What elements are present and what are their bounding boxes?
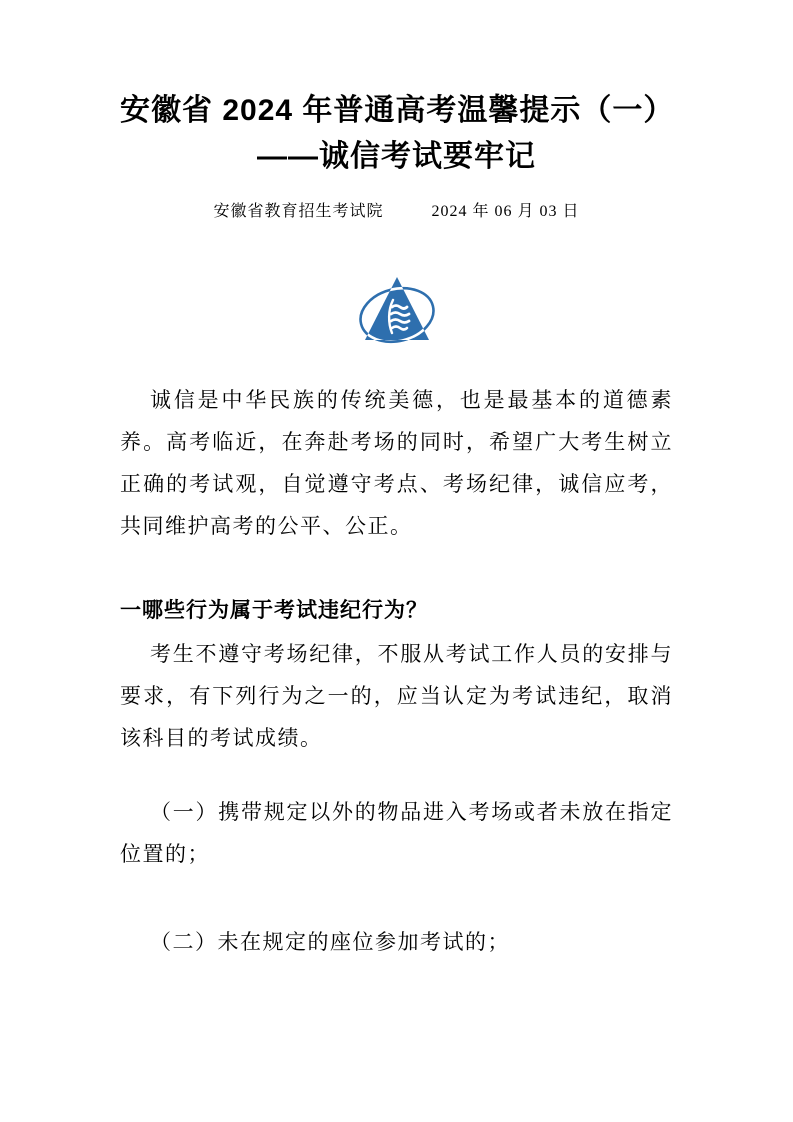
intro-paragraph: 诚信是中华民族的传统美德，也是最基本的道德素养。高考临近，在奔赴考场的同时，希望广大考生树立正确的考试观，自觉遵守考点、考场纪律，诚信应考，共同维护高考的公平、公正。 <box>120 388 673 538</box>
section-heading: 一哪些行为属于考试违纪行为？ <box>120 598 428 622</box>
violation-item-2: （二）未在规定的座位参加考试的； <box>150 930 510 954</box>
violation-item-1: （一）携带规定以外的物品进入考场或者未放在指定位置的； <box>120 800 673 866</box>
agency-logo-icon <box>355 268 439 352</box>
byline-organization: 安徽省教育招生考试院 <box>213 203 384 220</box>
title-line-2: ——诚信考试要牢记 <box>257 140 536 173</box>
byline-date: 2024 年 06 月 03 日 <box>431 203 580 220</box>
logo-container <box>120 268 673 352</box>
logo-triangle <box>365 277 429 340</box>
byline <box>120 200 673 224</box>
document-title <box>120 88 673 180</box>
section-intro-paragraph: 考生不遵守考场纪律，不服从考试工作人员的安排与要求，有下列行为之一的，应当认定为考试违纪，取消该科目的考试成绩。 <box>120 642 673 750</box>
title-line-1: 安徽省 2024 年普通高考温馨提示（一） <box>120 94 675 127</box>
